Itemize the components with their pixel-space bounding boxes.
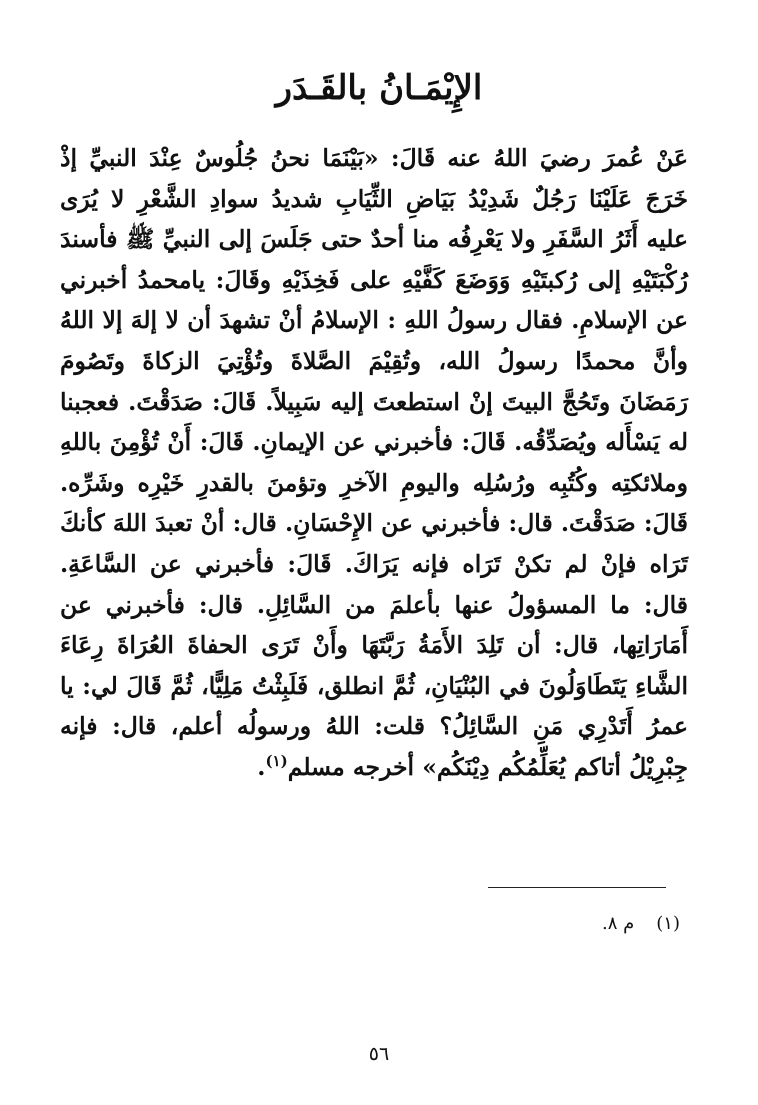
footnote — [80, 910, 680, 938]
hadith-paragraph: عَنْ عُمرَ رضيَ اللهُ عنه قَالَ: «بَيْنَمَا نحنُ جُلُوسٌ عِنْدَ النبيِّ إذْ خَرَجَ عَلَيْنَا رَجُلٌ شَدِيْدُ بَيَاضِ الثِّيَابِ شديدُ سوادِ الشَّعْرِ لا يُرَى عليه أَثَرُ السَّفَرِ ولا يَعْرِفُه منا أحدٌ حتى جَلَسَ إلى النبيِّ ﷺ فأسندَ رُكْبَتَيْهِ إلى رُكبتَيْهِ وَوَضَعَ كَفَّيْهِ على فَخِذَيْهِ وقَالَ: يامحمدُ أخبرني عن الإسلامِ. فقال رسولُ اللهِ : الإسلامُ أنْ تشهدَ أن لا إلهَ إلا اللهُ وأنَّ محمدًا رسولُ الله، وتُقِيْمَ الصَّلاةَ وتُؤْتِيَ الزكاةَ وتَصُومَ رَمَضَانَ وتَحُجَّ البيتَ إنْ استطعتَ إليه سَبِيلاً. قَالَ: صَدَقْتَ. فعجبنا له يَسْأَله ويُصَدِّقُه. قَالَ: فأخبرني عن الإيمانِ. قَالَ: أَنْ تُؤْمِنَ باللهِ وملائكتِه وكُتُبِه ورُسُلِه واليومِ الآخرِ وتؤمنَ بالقدرِ خَيْرِه وشَرِّه. قَالَ: صَدَقْتَ. قال: فأخبرني عن الإِحْسَانِ. قال: أنْ تعبدَ اللهَ كأنكَ تَرَاه فإنْ لم تكنْ تَرَاه فإنه يَرَاكَ. قَالَ: فأخبرني عن السَّاعَةِ. قال: ما المسؤولُ عنها بأعلمَ من السَّائِلِ. قال: فأخبرني عن أَمَارَاتِها، قال: أن تَلِدَ الأَمَةُ رَبَّتَهَا وأَنْ تَرَى الحفاةَ العُرَاةَ رِعَاءَ الشَّاءِ يَتَطَاوَلُونَ في البُنْيَانِ، ثُمَّ انطلق، فَلَبِثْتُ مَلِيًّا، ثُمَّ قَالَ لي: يا عمرُ أَتَدْرِي مَنِ السَّائِلُ؟ قلت: اللهُ ورسولُه أعلم، قال: فإنه جِبْرِيْلُ أتاكم يُعَلِّمُكُم دِيْنَكُم» أخرجه مسلم$^{(١)}$. — [60, 144, 688, 781]
page-number: ٥٦ — [368, 1043, 390, 1065]
footnote-number: (١) — [656, 913, 680, 934]
page-title: الإِيْمَـانُ بالقَـدَر — [275, 68, 483, 108]
footnote-divider — [488, 887, 666, 888]
footnote-text: م ٨. — [601, 913, 635, 934]
hadith-text: عَنْ عُمرَ رضيَ اللهُ عنه قَالَ: «بَيْنَمَا نحنُ جُلُوسٌ عِنْدَ النبيِّ إذْ خَرَجَ عَلَيْنَا رَجُلٌ شَدِيْدُ بَيَاضِ الثِّيَابِ شديدُ سوادِ الشَّعْرِ لا يُرَى عليه أَثَرُ السَّفَرِ ولا يَعْرِفُه منا أحدٌ حتى جَلَسَ إلى النبيِّ ﷺ فأسندَ رُكْبَتَيْهِ إلى رُكبتَيْهِ وَوَضَعَ كَفَّيْهِ على فَخِذَيْهِ وقَالَ: يامحمدُ أخبرني عن الإسلامِ. فقال رسولُ اللهِ : الإسلامُ أنْ تشهدَ أن لا إلهَ إلا اللهُ وأنَّ محمدًا رسولُ الله، وتُقِيْمَ الصَّلاةَ وتُؤْتِيَ الزكاةَ وتَصُومَ رَمَضَانَ وتَحُجَّ البيتَ إنْ استطعتَ إليه سَبِيلاً. قَالَ: صَدَقْتَ. فعجبنا له يَسْأَله ويُصَدِّقُه. قَالَ: فأخبرني عن الإيمانِ. قَالَ: أَنْ تُؤْمِنَ باللهِ وملائكتِه وكُتُبِه ورُسُلِه واليومِ الآخرِ وتؤمنَ بالقدرِ خَيْرِه وشَرِّه. قَالَ: صَدَقْتَ. قال: فأخبرني عن الإِحْسَانِ. قال: أنْ تعبدَ اللهَ كأنكَ تَرَاه فإنْ لم تكنْ تَرَاه فإنه يَرَاكَ. قَالَ: فأخبرني عن السَّاعَةِ. قال: ما المسؤولُ عنها بأعلمَ من السَّائِلِ. قال: فأخبرني عن أَمَارَاتِها، قال: أن تَلِدَ الأَمَةُ رَبَّتَهَا وأَنْ تَرَى الحفاةَ العُرَاةَ رِعَاءَ الشَّاءِ يَتَطَاوَلُونَ في البُنْيَانِ، ثُمَّ انطلق، فَلَبِثْتُ مَلِيًّا، ثُمَّ قَالَ لي: يا عمرُ أَتَدْرِي مَنِ السَّائِلُ؟ قلت: اللهُ ورسولُه أعلم، قال: فإنه جِبْرِيْلُ أتاكم يُعَلِّمُكُم دِيْنَكُم» أخرجه مسلم — [60, 144, 688, 781]
footnote-reference: (١) — [265, 752, 288, 771]
